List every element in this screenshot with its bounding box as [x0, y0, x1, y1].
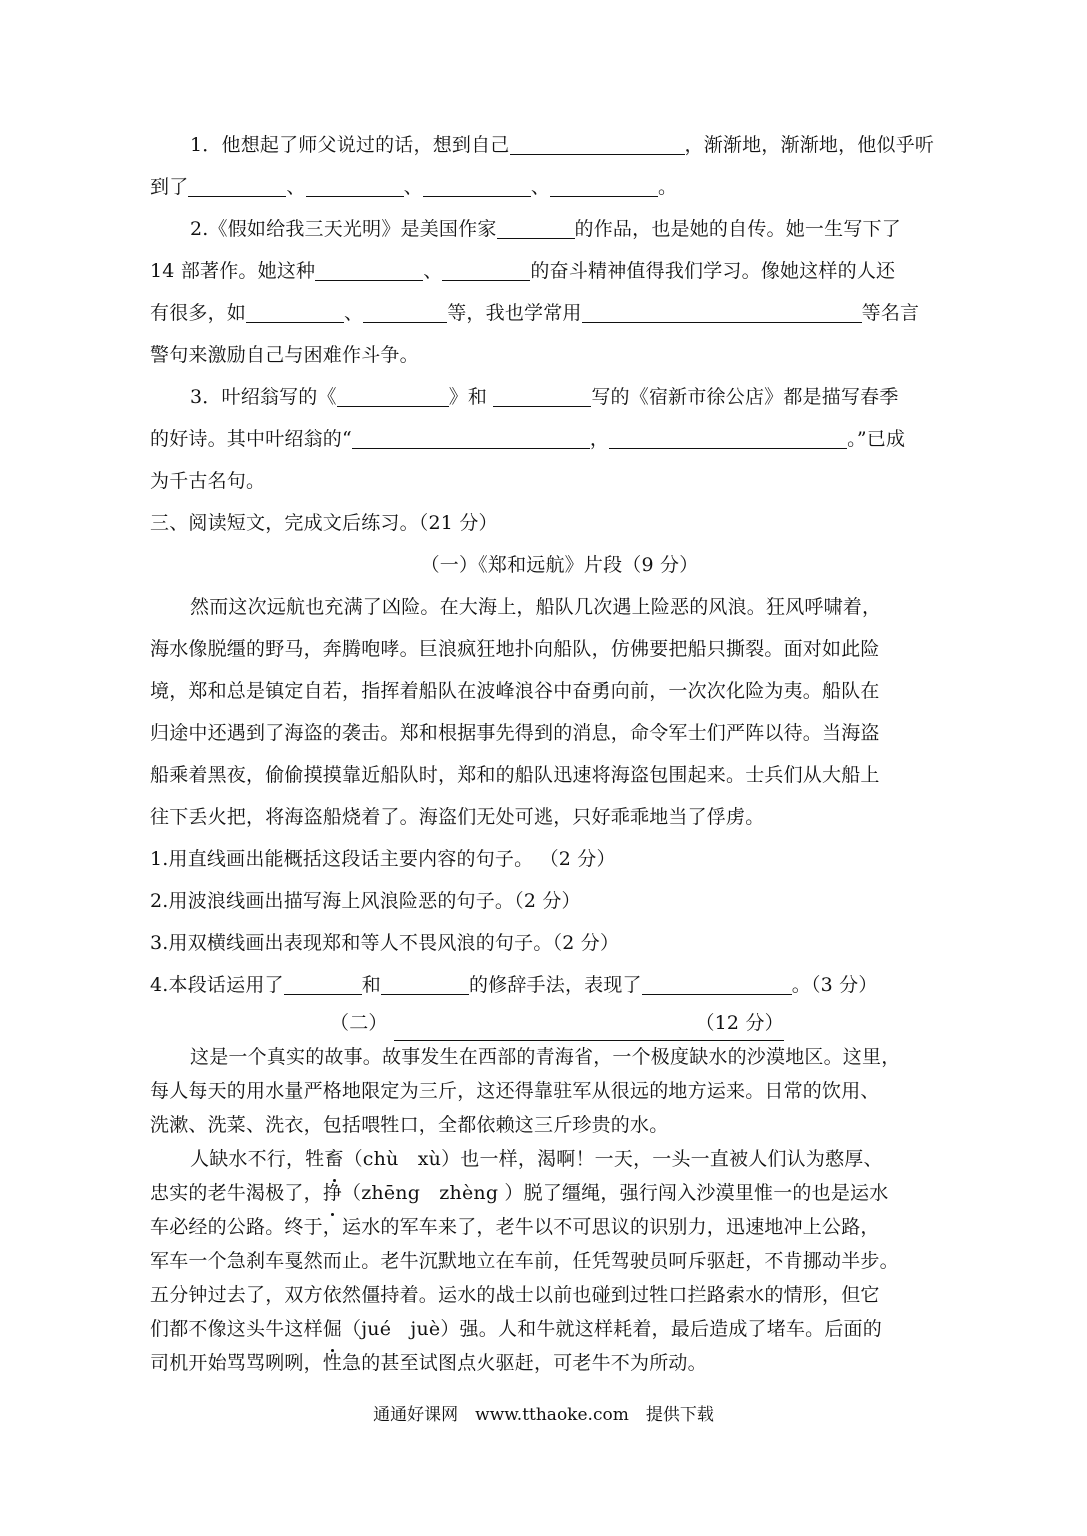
text: 4.本段话运用了: [150, 974, 284, 996]
answer-blank[interactable]: [582, 300, 862, 323]
text: 和: [361, 974, 381, 996]
text: 车必经的公路。终于，运水的军车来了，老牛以不可思议的识别力，迅速地冲上公路，: [150, 1216, 880, 1238]
text: 1．他想起了师父说过的话，想到自己: [190, 134, 510, 156]
text: 往下丢火把，将海盗船烧着了。海盗们无处可逃，只好乖乖地当了俘虏。: [150, 806, 765, 828]
answer-blank[interactable]: [284, 972, 362, 995]
text: 司机开始骂骂咧咧，性急的甚至试图点火驱赶，可老牛不为所动。: [150, 1352, 707, 1374]
text: 境，郑和总是镇定自若，指挥着船队在波峰浪谷中奋勇向前，一次次化险为夷。船队在: [150, 680, 880, 702]
text: 们都不像这头牛这样: [150, 1318, 323, 1340]
answer-blank[interactable]: [381, 972, 469, 995]
dotted-character: 倔: [323, 1312, 342, 1346]
text: 为千古名句。: [150, 470, 266, 492]
dotted-character: 挣: [323, 1176, 342, 1210]
passage-1-line: [150, 632, 969, 666]
text: 五分钟过去了，双方依然僵持着。运水的战士以前也碰到过牲口拦路索水的情形，但它: [150, 1284, 880, 1306]
section-heading: [150, 506, 969, 540]
text: 1.用直线画出能概括这段话主要内容的句子。 （2 分）: [150, 848, 616, 870]
passage-3-line: [150, 1278, 969, 1312]
text: 的奋斗精神值得我们学习。像她这样的人还: [530, 260, 896, 282]
text: （二）: [330, 1012, 388, 1034]
answer-blank[interactable]: [493, 384, 591, 407]
answer-blank[interactable]: [642, 972, 792, 995]
answer-blank[interactable]: [306, 174, 404, 197]
text: 的修辞手法，表现了: [468, 974, 642, 996]
text: 三、阅读短文，完成文后练习。（21 分）: [150, 512, 498, 534]
text: 。: [658, 176, 678, 198]
text: 3.用双横线画出表现郑和等人不畏风浪的句子。（2 分）: [150, 932, 620, 954]
passage-3-line: [150, 1176, 969, 1210]
answer-blank[interactable]: [188, 174, 286, 197]
answer-blank[interactable]: [510, 132, 685, 155]
passage-1-line: [150, 758, 969, 792]
q1-line-2: [150, 170, 969, 204]
text: 的作品，也是她的自传。她一生写下了: [574, 218, 901, 240]
text: 警句来激励自己与困难作斗争。: [150, 344, 419, 366]
q1-line-1: [150, 128, 969, 162]
text: 。（3 分）: [791, 974, 878, 996]
exercise-1: [150, 842, 969, 876]
passage-1-line: [150, 716, 969, 750]
passage-3-line: [150, 1312, 969, 1346]
passage-3-line: [150, 1142, 969, 1176]
passage-3-line: [150, 1346, 969, 1380]
text: 2.《假如给我三天光明》是美国作家: [190, 218, 497, 240]
passage-3-line: [150, 1210, 969, 1244]
text: 》和: [448, 386, 488, 408]
text: （12 分）: [695, 1012, 784, 1034]
answer-blank[interactable]: [337, 384, 449, 407]
text: 、: [403, 176, 423, 198]
page-footer: 通通好课网 www.tthaoke.com 提供下载: [373, 1405, 714, 1425]
text: （chù xù）也一样，渴啊！一天，一头一直被人们认为憨厚、: [343, 1148, 883, 1170]
text: 到了: [150, 176, 189, 198]
text: 然而这次远航也充满了凶险。在大海上，船队几次遇上险恶的风浪。狂风呼啸着，: [190, 596, 882, 618]
q3-line-1: [150, 380, 969, 414]
text: 、: [286, 176, 306, 198]
q2-line-1: [150, 212, 969, 246]
text: （一）《郑和远航》片段（9 分）: [420, 554, 699, 576]
answer-blank[interactable]: [550, 174, 658, 197]
passage-1-line: [150, 590, 969, 624]
text: （jué juè）强。人和牛就这样耗着，最后造成了堵车。后面的: [342, 1318, 882, 1340]
passage-3-line: [150, 1244, 969, 1278]
q2-line-4: [150, 338, 969, 372]
text: 洗漱、洗菜、洗衣，包括喂牲口，全都依赖这三斤珍贵的水。: [150, 1114, 669, 1136]
text: 忠实的老牛渴极了，: [150, 1182, 323, 1204]
q2-line-3: [150, 296, 969, 330]
text: 人缺水不行，牲: [190, 1148, 325, 1170]
text: 军车一个急刹车戛然而止。老牛沉默地立在车前，任凭驾驶员呵斥驱赶，不肯挪动半步。: [150, 1250, 899, 1272]
text: 。”已成: [847, 428, 906, 450]
text: 等，我也学常用: [447, 302, 582, 324]
text: 归途中还遇到了海盗的袭击。郑和根据事先得到的消息，命令军士们严阵以待。当海盗: [150, 722, 880, 744]
text: ，渐渐地，渐渐地，他似乎听: [684, 134, 935, 156]
answer-blank[interactable]: [315, 258, 423, 281]
exercise-4: [150, 968, 969, 1002]
answer-blank[interactable]: [246, 300, 344, 323]
text: （zhēng zhèng ）脱了缰绳，强行闯入沙漠里惟一的也是运水: [342, 1182, 889, 1204]
passage-2-line: [150, 1108, 969, 1142]
answer-blank[interactable]: [497, 216, 575, 239]
passage-1-line: [150, 800, 969, 834]
text: 的好诗。其中叶绍翁的“: [150, 428, 352, 450]
answer-blank[interactable]: [442, 258, 530, 281]
dotted-character: 畜: [324, 1142, 343, 1176]
q2-line-2: [150, 254, 969, 288]
answer-blank[interactable]: [423, 174, 531, 197]
q3-line-3: [150, 464, 969, 498]
text: 、: [530, 176, 551, 198]
passage-2-line: [150, 1040, 969, 1074]
text: 、: [344, 302, 364, 324]
text: 海水像脱缰的野马，奔腾咆哮。巨浪疯狂地扑向船队，仿佛要把船只撕裂。面对如此险: [150, 638, 880, 660]
text: 、: [423, 260, 443, 282]
exercise-2: [150, 884, 969, 918]
text: 3．叶绍翁写的《: [190, 386, 337, 408]
text: 14 部著作。她这种: [150, 260, 316, 282]
passage-1-line: [150, 674, 969, 708]
passage-2-line: [150, 1074, 969, 1108]
q3-line-2: [150, 422, 969, 456]
answer-blank[interactable]: [363, 300, 447, 323]
answer-blank[interactable]: [352, 426, 590, 449]
text: 每人每天的用水量严格地限定为三斤，这还得靠驻军从很远的地方运来。日常的饮用、: [150, 1080, 880, 1102]
text: 写的《宿新市徐公店》都是描写春季: [591, 386, 899, 408]
text: 等名言: [861, 302, 920, 324]
subsection-title-1: [150, 548, 969, 582]
subsection-title-2: [330, 1006, 784, 1040]
title-blank[interactable]: [394, 1006, 784, 1041]
text: 船乘着黑夜，偷偷摸摸靠近船队时，郑和的船队迅速将海盗包围起来。士兵们从大船上: [150, 764, 880, 786]
text: ，: [589, 428, 610, 450]
text: 有很多，如: [150, 302, 247, 324]
answer-blank[interactable]: [609, 426, 847, 449]
text: 2.用波浪线画出描写海上风浪险恶的句子。（2 分）: [150, 890, 581, 912]
exercise-3: [150, 926, 969, 960]
text: 这是一个真实的故事。故事发生在西部的青海省，一个极度缺水的沙漠地区。这里，: [190, 1046, 901, 1068]
